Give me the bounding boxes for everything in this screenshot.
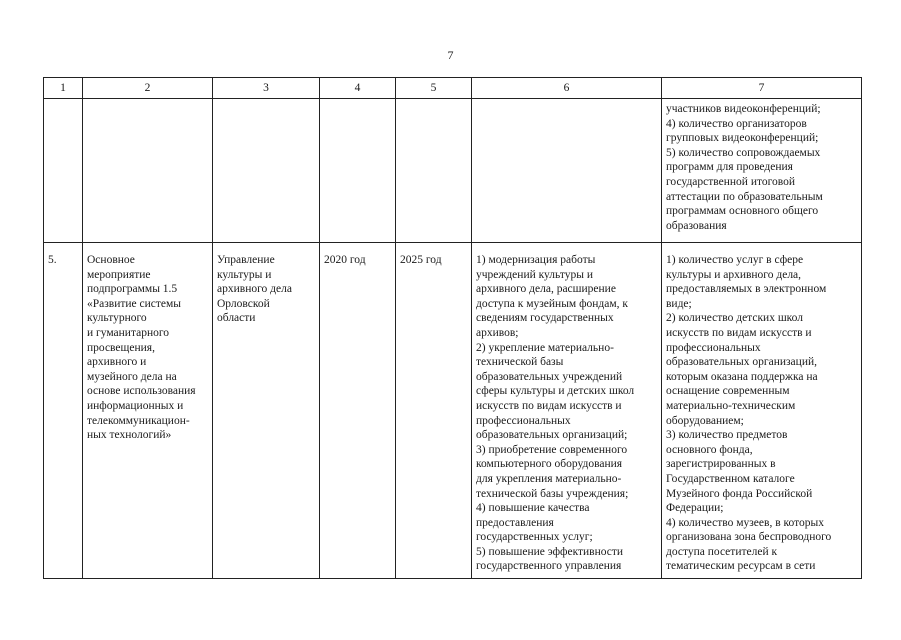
text-line: музейного дела на [87,370,177,383]
text-line: которым оказана поддержка на [666,370,818,383]
text-line: архивов; [476,326,519,339]
text-line: подпрограммы 1.5 [87,283,178,296]
text-line: образования [666,219,727,232]
end-year: 2025 год [396,243,472,579]
text-line: области [217,312,256,325]
text-line: технической базы [476,356,564,369]
text-line: учреждений культуры и [476,268,593,281]
text-line: информационных и [87,399,184,412]
text-line: 3) количество предметов [666,429,788,442]
text-line: аттестации по образовательным [666,190,823,203]
text-line: образовательных организаций; [476,429,628,442]
text-line: участников видеоконференций; [666,103,821,115]
indicators-cell [662,99,862,243]
text-line: 1) модернизация работы [476,254,596,266]
text-line: «Развитие системы [87,297,182,310]
text-line: для укрепления материально- [476,472,622,485]
text-line: Федерации; [666,502,724,515]
text-line: технической базы учреждения; [476,487,629,500]
header-cell: 3 [213,78,320,99]
expected-results-cell [472,243,662,579]
text-line: основного фонда, [666,443,753,456]
text-line: сферы культуры и детских школ [476,385,635,398]
text-line: культурного [87,312,147,325]
text-line: государственной итоговой [666,175,796,188]
indicators-text [666,102,857,233]
text-line: оснащение современным [666,385,790,398]
text-line: 1) количество услуг в сфере [666,254,804,266]
table-cell [472,99,662,243]
text-line: компьютерного оборудования [476,458,623,471]
text-line: 5) количество сопровождаемых [666,146,821,159]
header-cell: 1 [44,78,83,99]
measure-name-cell [83,243,213,579]
text-line: основе использования [87,385,196,398]
table-row [44,243,862,579]
text-line: программам основного общего [666,205,819,218]
expected-results-text [476,253,657,574]
text-line: 4) повышение качества [476,502,590,515]
text-line: архивного дела [217,283,292,296]
text-line: Основное [87,254,135,266]
text-line: тематическим ресурсам в сети [666,560,816,573]
text-line: предоставляемых в электронном [666,283,827,296]
table-cell [83,99,213,243]
header-cell: 4 [320,78,396,99]
text-line: архивного дела, расширение [476,283,616,296]
text-line: Государственном каталоге [666,472,795,485]
text-line: 4) количество организаторов [666,117,807,130]
table-cell [213,99,320,243]
header-cell: 2 [83,78,213,99]
text-line: Управление [217,254,275,266]
text-line: программ для проведения [666,161,793,174]
text-line: телекоммуникацион- [87,414,190,427]
text-line: архивного и [87,356,147,369]
page-number: 7 [447,48,454,62]
table-cell [44,99,83,243]
text-line: виде; [666,297,692,310]
text-line: групповых видеоконференций; [666,132,819,145]
text-line: сведениям государственных [476,312,614,325]
table-cell [396,99,472,243]
header-cell: 5 [396,78,472,99]
header-cell: 6 [472,78,662,99]
text-line: государственного управления [476,560,622,573]
text-line: образовательных организаций, [666,356,817,369]
measures-table [43,77,862,579]
measure-name-text [87,253,208,443]
indicators-text [666,253,857,574]
text-line: государственных услуг; [476,531,593,544]
text-line: 2) количество детских школ [666,312,804,325]
text-line: материально-техническим [666,399,796,412]
text-line: искусств по видам искусств и [666,326,812,339]
text-line: культуры и [217,268,272,281]
row-number: 5. [44,243,83,579]
text-line: 5) повышение эффективности [476,545,624,558]
executor-cell [213,243,320,579]
executor-text [217,253,315,326]
text-line: и гуманитарного [87,326,170,339]
text-line: доступа посетителей к [666,545,778,558]
table-cell [320,99,396,243]
text-line: культуры и архивного дела, [666,268,802,281]
text-line: 3) приобретение современного [476,443,628,456]
text-line: образовательных учреждений [476,370,623,383]
text-line: Музейного фонда Российской [666,487,813,500]
start-year: 2020 год [320,243,396,579]
text-line: Орловской [217,297,270,310]
text-line: предоставления [476,516,554,529]
text-line: 2) укрепление материально- [476,341,614,354]
text-line: ных технологий» [87,429,172,442]
text-line: мероприятие [87,268,151,281]
text-line: оборудованием; [666,414,744,427]
text-line: организована зона беспроводного [666,531,832,544]
indicators-cell [662,243,862,579]
header-row [44,78,862,99]
text-line: 4) количество музеев, в которых [666,516,824,529]
text-line: зарегистрированных в [666,458,776,471]
header-cell: 7 [662,78,862,99]
text-line: профессиональных [666,341,761,354]
text-line: профессиональных [476,414,571,427]
text-line: искусств по видам искусств и [476,399,622,412]
text-line: доступа к музейным фондам, к [476,297,628,310]
text-line: просвещения, [87,341,155,354]
table-row [44,99,862,243]
